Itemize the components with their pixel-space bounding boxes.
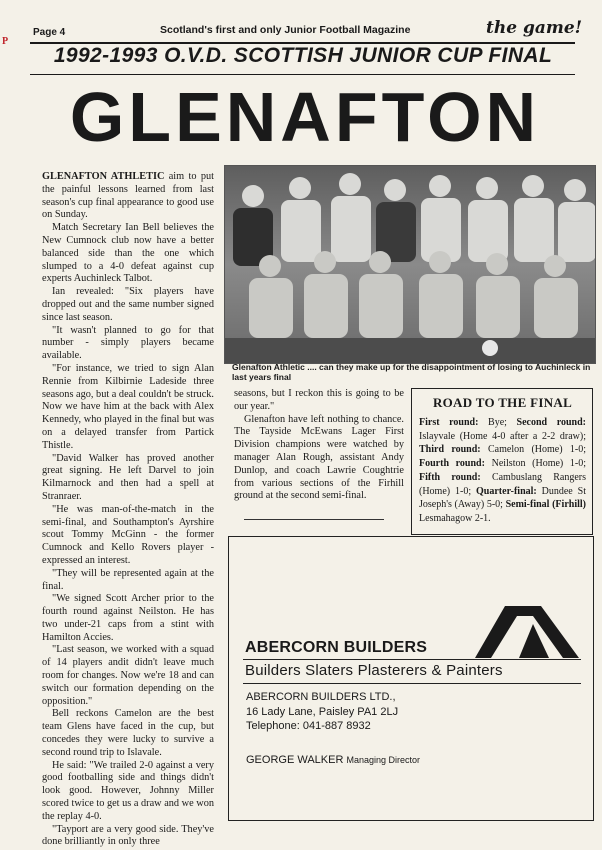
article-paragraph: Match Secretary Ian Bell believes the New Cumnock club now have a better balanced side than the one which slumped to a 4-0 defeat against cup experts Auchinleck Talbot. (42, 222, 214, 285)
round-result: Neilston (Home) 1-0; (484, 458, 586, 470)
lead-text: aim to put the painful lessons learned from last season's cup final appearance to good use on Sunday. (42, 171, 214, 221)
road-to-final-title: ROAD TO THE FINAL (432, 395, 573, 410)
ad-address-line: ABERCORN BUILDERS LTD., (246, 691, 396, 703)
article-paragraph: Ian revealed: "Six players have dropped out and the same number signed since last season. (42, 286, 214, 323)
ad-rule (243, 683, 581, 684)
article-paragraph: Bell reckons Camelon are the best team Glens have faced in the cup, but concedes they were lucky to survive a second round trip to Islavale. (42, 708, 214, 758)
article-paragraph: "They will be represented again at the final. (42, 567, 214, 592)
team-title: GLENAFTON (69, 78, 541, 156)
ad-rule (243, 659, 581, 660)
article-paragraph: "Last season, we worked with a squad of 14 players andit didn't leave much room for changes. Now we're 18 and can switch our formation depending on the opposition." (42, 644, 214, 707)
road-to-final-text (419, 416, 586, 526)
article-paragraph: "It wasn't planned to go for that number - simply players became available. (42, 324, 214, 362)
article-paragraph: He said: "We trailed 2-0 against a very good footballing side and things didn't look good. However, Johnny Miller scored twice to get us a draw and we won the replay 4-0. (42, 759, 214, 822)
ad-contact (246, 754, 420, 766)
column-end-rule (244, 519, 384, 520)
ad-address (246, 690, 398, 734)
ad-tagline: Builders Slaters Plasterers & Painters (245, 662, 503, 679)
ad-contact-name: GEORGE WALKER (246, 754, 344, 766)
team-photo (224, 165, 596, 364)
round-label: First round: (419, 417, 479, 428)
round-label: Fifth round: (419, 471, 481, 483)
header-strapline: Scotland's first and only Junior Football Magazine (160, 24, 411, 36)
round-result: Cambuslang Rangers (Home) 1-0; (419, 471, 586, 497)
ad-company-name: ABERCORN BUILDERS (245, 639, 428, 656)
road-to-final-box (411, 388, 593, 535)
ad-contact-role: Managing Director (346, 755, 420, 765)
article-paragraph: "For instance, we tried to sign Alan Rennie from Kilbirnie Ladeside three seasons ago, but a deal couldn't be struck. Now we have him at the back with Alex Kennedy, who played in the final but was on a delayed transfer from Partick Thistle. (42, 362, 214, 451)
photo-caption: Glenafton Athletic .... can they make up for the disappointment of losing to Auchinleck in last years final (232, 362, 591, 382)
article-paragraph: "We signed Scott Archer prior to the fourth round against Neilston. He has two under-21 caps from a stint with Hamilton Accies. (42, 593, 214, 643)
round-label: Third round: (419, 444, 481, 456)
ad-address-line: 16 Lady Lane, Paisley PA1 2LJ (246, 705, 399, 718)
round-label: Semi-final (Firhill) (505, 499, 586, 511)
team-photo-image (225, 166, 595, 363)
competition-banner: 1992-1993 O.V.D. SCOTTISH JUNIOR CUP FINAL (53, 44, 553, 67)
page-number: Page 4 (33, 27, 66, 38)
round-result: Lesmahagow 2-1. (419, 512, 491, 524)
bleed-mark: P (2, 36, 9, 47)
article-paragraph: "He was man-of-the-match in the semi-final, and Southampton's Ayrshire scout Tommy McGinn - the former Cumnock and Kello Rovers player - expressed an interest. (42, 503, 214, 566)
round-label: Second round: (516, 417, 586, 428)
article-paragraph: "Tayport are a very good side. They've done brilliantly in only three (42, 823, 214, 848)
article-lead (42, 171, 214, 222)
round-label: Quarter-final: (476, 485, 537, 497)
ad-phone: Telephone: 041-887 8932 (246, 720, 371, 732)
round-result: Camelon (Home) 1-0; (480, 444, 586, 456)
banner-rule (30, 74, 575, 75)
article-continued: seasons, but I reckon this is going to be our year." (234, 388, 404, 412)
round-result: Bye; (478, 417, 517, 428)
article-paragraph: "David Walker has proved another great signing. He left Darvel to join Kilmarnock and then had a spell at Stranraer. (42, 452, 214, 502)
round-result: Islayvale (Home 4-0 after a 2-2 draw); (419, 430, 586, 442)
article-left-column (42, 171, 214, 849)
article-center-column (234, 388, 404, 503)
magazine-logo: the game! (486, 18, 583, 38)
lead-name: GLENAFTON ATHLETIC (42, 171, 165, 182)
abercorn-logo-icon (475, 602, 579, 658)
round-result: Dundee St Joseph's (Away) 5-0; (419, 485, 586, 511)
round-label: Fourth round: (419, 458, 485, 470)
abercorn-advert (228, 536, 594, 821)
article-paragraph: Glenafton have left nothing to chance. The Tayside McEwans Lager First Division champions were watched by manager Alan Rough, assistant Andy Dunlop, and coach Lawrie Coughtrie from various sections of the Firhill ground at the second semi-final. (234, 413, 404, 502)
